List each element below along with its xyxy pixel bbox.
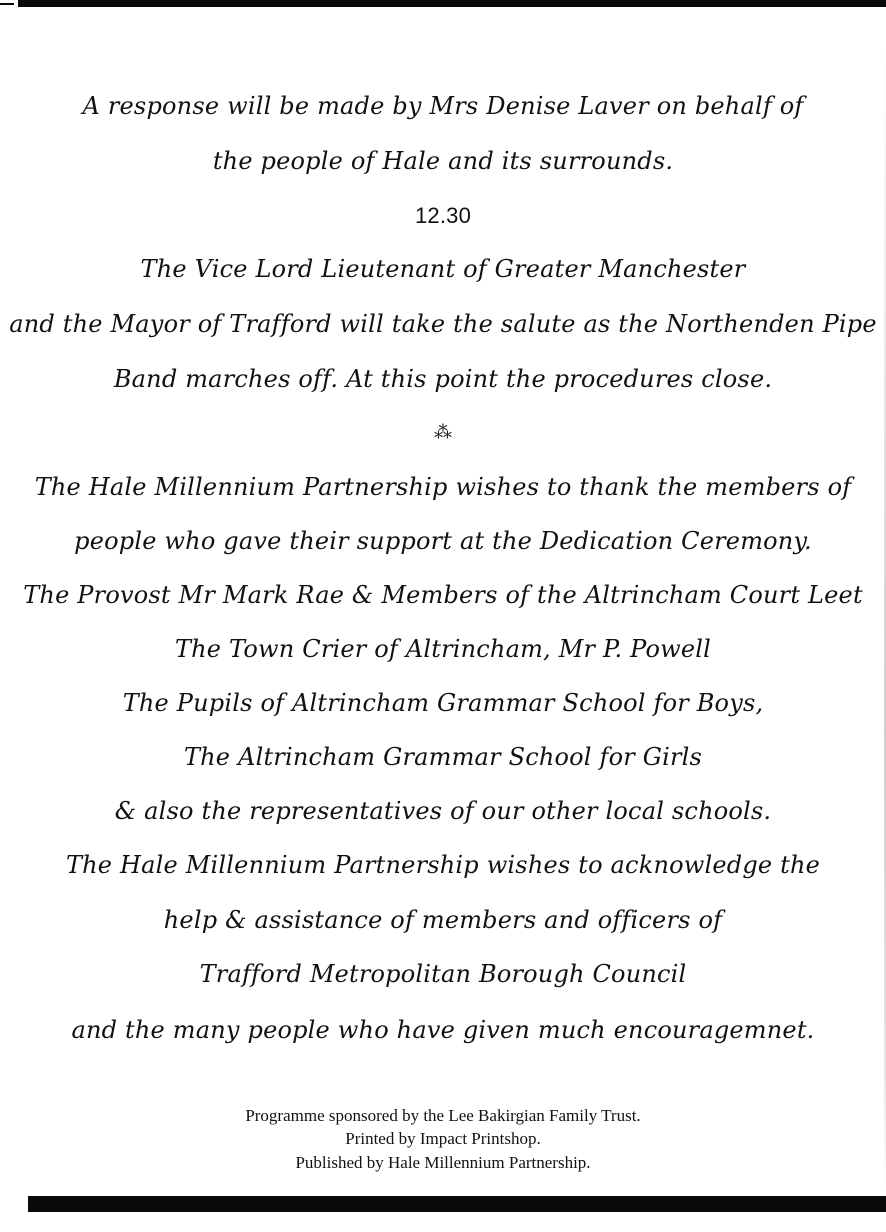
thanks-line-6: The Altrincham Grammar School for Girls xyxy=(183,743,703,771)
response-line-2: the people of Hale and its surrounds. xyxy=(212,147,674,175)
time-label: 12.30 xyxy=(414,203,472,228)
thanks-line-1: The Hale Millennium Partnership wishes to thank the members of xyxy=(34,473,852,501)
thanks-line-5: The Pupils of Altrincham Grammar School for Boys, xyxy=(122,689,764,717)
credit-sponsor: Programme sponsored by the Lee Bakirgian Family Trust. xyxy=(245,1106,641,1125)
scan-border-bottom xyxy=(28,1196,886,1212)
salute-line-2: and the Mayor of Trafford will take the salute as the Northenden Pipe xyxy=(9,310,877,338)
credit-publisher: Published by Hale Millennium Partnership. xyxy=(295,1153,591,1172)
thanks-line-4: The Town Crier of Altrincham, Mr P. Powell xyxy=(174,635,712,663)
thanks-line-2: people who gave their support at the Dedication Ceremony. xyxy=(74,527,812,555)
thanks-line-10: Trafford Metropolitan Borough Council xyxy=(199,960,687,988)
salute-line-1: The Vice Lord Lieutenant of Greater Manchester xyxy=(140,255,746,283)
scan-mark xyxy=(0,3,14,5)
salute-line-3: Band marches off. At this point the procedures close. xyxy=(113,365,773,393)
scan-border-top xyxy=(18,0,886,7)
thanks-line-11: and the many people who have given much encouragemnet. xyxy=(71,1016,815,1044)
thanks-line-3: The Provost Mr Mark Rae & Members of the Altrincham Court Leet xyxy=(23,581,863,609)
response-line-1: A response will be made by Mrs Denise Laver on behalf of xyxy=(82,92,804,120)
thanks-line-7: & also the representatives of our other local schools. xyxy=(114,797,772,825)
thanks-line-9: help & assistance of members and officers of xyxy=(163,906,723,934)
thanks-line-8: The Hale Millennium Partnership wishes to acknowledge the xyxy=(65,851,821,879)
credit-printer: Printed by Impact Printshop. xyxy=(345,1129,541,1148)
ornament-divider: ⁂ xyxy=(434,422,452,443)
